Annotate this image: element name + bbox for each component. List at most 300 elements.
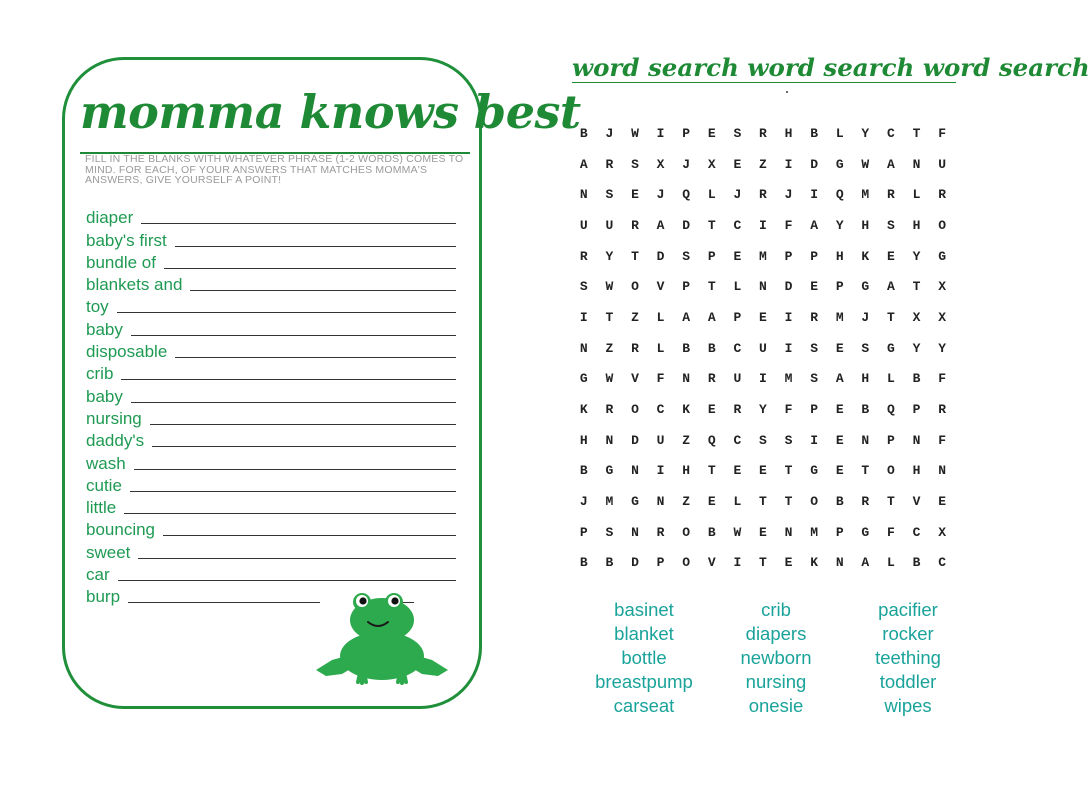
answer-blank-line[interactable] (138, 557, 456, 559)
answer-blank-line[interactable] (131, 401, 456, 403)
grid-letter[interactable]: N (861, 432, 870, 448)
grid-letter[interactable]: F (938, 371, 947, 387)
grid-letter[interactable]: E (759, 463, 767, 479)
grid-letter[interactable]: E (707, 402, 716, 418)
grid-letter[interactable]: P (835, 524, 844, 540)
word-bank-item: newborn (740, 647, 812, 668)
grid-letter[interactable]: B (579, 463, 588, 479)
grid-letter[interactable]: T (707, 217, 716, 233)
grid-letter[interactable]: N (759, 279, 767, 295)
grid-letter[interactable]: N (656, 494, 665, 510)
grid-letter[interactable]: A (656, 217, 665, 233)
grid-letter[interactable]: Y (912, 248, 921, 264)
grid-letter[interactable]: G (938, 248, 947, 264)
grid-letter[interactable]: P (784, 248, 793, 264)
grid-letter[interactable]: P (682, 279, 691, 295)
grid-letter[interactable]: C (656, 402, 665, 418)
word-bank-item: diapers (745, 623, 807, 644)
grid-letter[interactable]: R (579, 248, 588, 264)
fill-in-row (86, 429, 456, 451)
grid-letter[interactable]: T (631, 248, 639, 264)
grid-letter[interactable]: I (784, 340, 793, 356)
grid-letter[interactable]: R (759, 125, 767, 141)
grid-letter[interactable]: H (861, 217, 870, 233)
grid-letter[interactable]: L (887, 371, 895, 387)
grid-letter[interactable]: E (733, 156, 742, 172)
grid-letter[interactable]: C (733, 217, 742, 233)
grid-letter[interactable]: S (605, 524, 614, 540)
grid-letter[interactable]: E (759, 524, 767, 540)
grid-letter[interactable]: T (912, 279, 921, 295)
grid-letter[interactable]: N (631, 524, 639, 540)
grid-letter[interactable]: N (912, 156, 921, 172)
grid-letter[interactable]: S (759, 432, 767, 448)
prompt-word: sweet (86, 542, 131, 562)
grid-letter[interactable]: A (707, 309, 716, 325)
answer-blank-line[interactable] (124, 512, 456, 514)
grid-letter[interactable]: J (784, 187, 793, 203)
grid-letter[interactable]: E (835, 340, 844, 356)
grid-letter[interactable]: E (835, 432, 844, 448)
grid-letter[interactable]: T (759, 555, 767, 571)
grid-letter[interactable]: I (656, 125, 665, 141)
grid-letter[interactable]: J (605, 125, 614, 141)
grid-letter[interactable]: Y (605, 248, 614, 264)
grid-letter[interactable]: B (810, 125, 819, 141)
grid-letter[interactable]: L (912, 187, 921, 203)
grid-letter[interactable]: R (887, 187, 895, 203)
grid-letter[interactable]: C (733, 432, 742, 448)
prompt-word: bundle of (86, 252, 156, 272)
prompt-word: toy (86, 297, 109, 317)
grid-letter[interactable]: B (682, 340, 691, 356)
fill-in-row (86, 496, 456, 518)
fill-in-row (86, 540, 456, 562)
grid-letter[interactable]: I (579, 309, 588, 325)
fill-in-row (86, 384, 456, 406)
grid-letter[interactable]: K (579, 402, 588, 418)
prompt-word: daddy's (86, 431, 145, 451)
grid-letter[interactable]: E (759, 309, 767, 325)
answer-blank-line[interactable] (134, 468, 456, 470)
prompt-word: cutie (86, 475, 122, 495)
grid-letter[interactable]: J (656, 187, 665, 203)
fill-in-row (86, 474, 456, 496)
grid-letter[interactable]: D (810, 156, 819, 172)
grid-letter[interactable]: S (733, 125, 742, 141)
grid-letter[interactable]: R (861, 494, 870, 510)
grid-letter[interactable]: R (733, 402, 742, 418)
grid-letter[interactable]: L (733, 279, 742, 295)
grid-letter[interactable]: T (861, 463, 870, 479)
grid-letter[interactable]: T (887, 494, 895, 510)
grid-letter[interactable]: J (861, 309, 870, 325)
grid-letter[interactable]: S (579, 279, 588, 295)
frog-icon (312, 590, 452, 686)
grid-letter[interactable]: A (835, 371, 844, 387)
grid-letter[interactable]: M (810, 524, 819, 540)
grid-letter[interactable]: N (579, 187, 588, 203)
grid-letter[interactable]: S (810, 340, 819, 356)
grid-letter[interactable]: C (887, 125, 895, 141)
grid-letter[interactable]: R (605, 156, 614, 172)
fill-in-row (86, 251, 456, 273)
prompt-word: baby (86, 386, 123, 406)
grid-letter[interactable]: Y (938, 340, 947, 356)
grid-letter[interactable]: T (912, 125, 921, 141)
prompt-word: nursing (86, 408, 142, 428)
grid-letter[interactable]: C (912, 524, 921, 540)
grid-letter[interactable]: G (861, 279, 870, 295)
prompt-word: crib (86, 364, 114, 384)
grid-letter[interactable]: Z (682, 432, 691, 448)
grid-letter[interactable]: S (861, 340, 870, 356)
grid-letter[interactable]: C (733, 340, 742, 356)
grid-letter[interactable]: N (682, 371, 691, 387)
fill-in-row (86, 518, 456, 540)
grid-letter[interactable]: P (810, 248, 819, 264)
fill-in-list (86, 206, 456, 607)
grid-letter[interactable]: F (784, 402, 793, 418)
answer-blank-line[interactable] (121, 378, 456, 380)
grid-letter[interactable]: K (810, 555, 819, 571)
word-bank-item: nursing (745, 671, 807, 692)
grid-letter[interactable]: D (631, 555, 639, 571)
grid-letter[interactable]: O (682, 524, 691, 540)
grid-letter[interactable]: I (759, 217, 767, 233)
grid-letter[interactable]: E (810, 279, 819, 295)
grid-letter[interactable]: R (631, 340, 639, 356)
grid-letter[interactable]: U (579, 217, 588, 233)
grid-letter[interactable]: U (733, 371, 742, 387)
grid-letter[interactable]: V (656, 279, 665, 295)
word-search-grid (571, 118, 955, 578)
grid-letter[interactable]: W (605, 279, 614, 295)
fill-in-row (86, 317, 456, 339)
grid-letter[interactable]: R (707, 371, 716, 387)
grid-letter[interactable]: Q (887, 402, 895, 418)
grid-letter[interactable]: R (631, 217, 639, 233)
prompt-word: disposable (86, 342, 168, 362)
grid-letter[interactable]: M (835, 309, 844, 325)
grid-letter[interactable]: E (835, 463, 844, 479)
grid-letter[interactable]: U (938, 156, 947, 172)
decorative-dot (786, 91, 788, 93)
grid-letter[interactable]: M (784, 371, 793, 387)
grid-letter[interactable]: B (835, 494, 844, 510)
grid-letter[interactable]: M (605, 494, 614, 510)
answer-blank-line[interactable] (141, 222, 456, 224)
grid-letter[interactable]: Y (759, 402, 767, 418)
word-bank-item: onesie (748, 695, 804, 716)
grid-letter[interactable]: R (656, 524, 665, 540)
grid-letter[interactable]: O (631, 402, 639, 418)
word-bank (578, 598, 978, 718)
grid-letter[interactable]: F (938, 432, 947, 448)
grid-letter[interactable]: T (605, 309, 614, 325)
grid-letter[interactable]: R (759, 187, 767, 203)
grid-letter[interactable]: N (605, 432, 614, 448)
grid-letter[interactable]: B (707, 340, 716, 356)
grid-letter[interactable]: B (861, 402, 870, 418)
grid-letter[interactable]: X (707, 156, 716, 172)
grid-letter[interactable]: N (579, 340, 588, 356)
fill-in-row (86, 206, 456, 228)
grid-letter[interactable]: Y (861, 125, 870, 141)
grid-letter[interactable]: Q (835, 187, 844, 203)
grid-letter[interactable]: T (784, 494, 793, 510)
grid-letter[interactable]: P (733, 309, 742, 325)
answer-blank-line[interactable] (130, 490, 456, 492)
grid-letter[interactable]: O (631, 279, 639, 295)
prompt-word: blankets and (86, 275, 183, 295)
grid-letter[interactable]: S (810, 371, 819, 387)
grid-letter[interactable]: N (784, 524, 793, 540)
word-bank-item: blanket (614, 623, 674, 644)
grid-letter[interactable]: B (579, 555, 588, 571)
word-bank-item: teething (875, 647, 941, 668)
grid-letter[interactable]: L (887, 555, 895, 571)
grid-letter[interactable]: H (912, 217, 921, 233)
grid-letter[interactable]: E (733, 463, 742, 479)
grid-letter[interactable]: J (733, 187, 742, 203)
grid-letter[interactable]: S (887, 217, 895, 233)
grid-letter[interactable]: H (682, 463, 691, 479)
grid-letter[interactable]: P (656, 555, 665, 571)
grid-letter[interactable]: E (707, 125, 716, 141)
instructions-text: FILL IN THE BLANKS WITH WHATEVER PHRASE (1-2 WORDS) COMES TO MIND. FOR EACH, OF YOUR ANSWERS THAT MATCHES MOMMA'S ANSWERS, GIVE YOURSELF A POINT! (85, 153, 464, 186)
grid-letter[interactable]: F (784, 217, 793, 233)
grid-letter[interactable]: L (835, 125, 844, 141)
fill-in-row (86, 451, 456, 473)
answer-blank-line[interactable] (175, 245, 456, 247)
grid-letter[interactable]: V (912, 494, 921, 510)
grid-letter[interactable]: H (835, 248, 844, 264)
grid-letter[interactable]: M (861, 187, 870, 203)
grid-letter[interactable]: R (938, 402, 947, 418)
grid-letter[interactable]: O (682, 555, 691, 571)
grid-letter[interactable]: N (835, 555, 844, 571)
grid-letter[interactable]: S (631, 156, 639, 172)
grid-letter[interactable]: H (784, 125, 793, 141)
grid-letter[interactable]: V (631, 371, 639, 387)
grid-letter[interactable]: A (682, 309, 691, 325)
grid-letter[interactable]: P (707, 248, 716, 264)
grid-letter[interactable]: J (579, 494, 588, 510)
grid-letter[interactable]: G (579, 371, 588, 387)
grid-letter[interactable]: S (784, 432, 793, 448)
grid-letter[interactable]: D (631, 432, 639, 448)
grid-letter[interactable]: E (707, 494, 716, 510)
grid-letter[interactable]: O (938, 217, 947, 233)
grid-letter[interactable]: X (938, 524, 947, 540)
grid-letter[interactable]: W (861, 156, 870, 172)
grid-letter[interactable]: P (835, 279, 844, 295)
answer-blank-line[interactable] (117, 311, 456, 313)
grid-letter[interactable]: T (784, 463, 793, 479)
grid-letter[interactable]: M (759, 248, 767, 264)
grid-letter[interactable]: W (733, 524, 742, 540)
grid-letter[interactable]: Z (631, 309, 639, 325)
grid-letter[interactable]: T (707, 463, 716, 479)
grid-letter[interactable]: U (605, 217, 614, 233)
grid-letter[interactable]: I (784, 309, 793, 325)
word-search-title: word search word search word search (572, 53, 1090, 82)
grid-letter[interactable]: F (887, 524, 895, 540)
grid-letter[interactable]: F (656, 371, 665, 387)
grid-letter[interactable]: Z (605, 340, 614, 356)
prompt-word: bouncing (86, 520, 156, 540)
grid-letter[interactable]: R (810, 309, 819, 325)
grid-letter[interactable]: I (759, 371, 767, 387)
grid-letter[interactable]: E (938, 494, 947, 510)
grid-letter[interactable]: E (631, 187, 639, 203)
grid-letter[interactable]: T (887, 309, 895, 325)
word-bank-item: basinet (614, 599, 674, 620)
grid-letter[interactable]: S (605, 187, 614, 203)
grid-letter[interactable]: A (810, 217, 819, 233)
answer-blank-line[interactable] (164, 267, 456, 269)
answer-blank-line[interactable] (152, 445, 456, 447)
prompt-word: wash (86, 453, 126, 473)
grid-letter[interactable]: N (631, 463, 639, 479)
grid-letter[interactable]: Q (682, 187, 691, 203)
grid-letter[interactable]: I (810, 187, 819, 203)
grid-letter[interactable]: Q (707, 432, 716, 448)
grid-letter[interactable]: L (656, 340, 665, 356)
grid-letter[interactable]: B (912, 555, 921, 571)
grid-letter[interactable]: W (605, 371, 614, 387)
grid-letter[interactable]: K (682, 402, 691, 418)
grid-letter[interactable]: L (707, 187, 716, 203)
prompt-word: car (86, 565, 110, 585)
grid-letter[interactable]: R (938, 187, 947, 203)
grid-letter[interactable]: B (605, 555, 614, 571)
answer-blank-line[interactable] (163, 534, 456, 536)
answer-blank-line[interactable] (118, 579, 456, 581)
fill-in-row (86, 340, 456, 362)
grid-letter[interactable]: B (912, 371, 921, 387)
grid-letter[interactable]: X (912, 309, 921, 325)
grid-letter[interactable]: A (887, 279, 895, 295)
grid-letter[interactable]: I (733, 555, 742, 571)
grid-letter[interactable]: P (912, 402, 921, 418)
grid-letter[interactable]: T (759, 494, 767, 510)
answer-blank-line[interactable] (190, 289, 456, 291)
word-bank-item: carseat (613, 695, 675, 716)
grid-letter[interactable]: I (810, 432, 819, 448)
grid-letter[interactable]: G (861, 524, 870, 540)
grid-letter[interactable]: E (835, 402, 844, 418)
word-bank-item: bottle (621, 647, 667, 668)
grid-letter[interactable]: B (579, 125, 588, 141)
grid-letter[interactable]: C (938, 555, 947, 571)
grid-letter[interactable]: X (656, 156, 665, 172)
grid-letter[interactable]: I (656, 463, 665, 479)
grid-letter[interactable]: G (887, 340, 895, 356)
grid-letter[interactable]: P (810, 402, 819, 418)
grid-letter[interactable]: X (938, 279, 947, 295)
fill-in-row (86, 228, 456, 250)
grid-letter[interactable]: B (707, 524, 716, 540)
word-bank-item: breastpump (595, 671, 693, 692)
grid-letter[interactable]: O (887, 463, 895, 479)
word-bank-item: pacifier (878, 599, 938, 620)
grid-letter[interactable]: N (912, 432, 921, 448)
fill-in-row (86, 362, 456, 384)
grid-letter[interactable]: A (579, 156, 588, 172)
fill-in-row (86, 407, 456, 429)
grid-letter[interactable]: P (682, 125, 691, 141)
prompt-word: baby (86, 319, 123, 339)
prompt-word: burp (86, 587, 121, 607)
grid-letter[interactable]: H (861, 371, 870, 387)
grid-letter[interactable]: L (656, 309, 665, 325)
fill-in-row (86, 563, 456, 585)
grid-letter[interactable]: I (784, 156, 793, 172)
grid-letter[interactable]: P (887, 432, 895, 448)
prompt-word: little (86, 498, 117, 518)
answer-blank-line[interactable] (128, 601, 320, 603)
answer-blank-line[interactable] (150, 423, 456, 425)
grid-letter[interactable]: Z (682, 494, 691, 510)
grid-letter[interactable]: Z (759, 156, 767, 172)
grid-letter[interactable]: A (887, 156, 895, 172)
grid-letter[interactable]: W (631, 125, 639, 141)
grid-letter[interactable]: U (656, 432, 665, 448)
grid-letter[interactable]: S (682, 248, 691, 264)
grid-letter[interactable]: L (733, 494, 742, 510)
grid-letter[interactable]: K (861, 248, 870, 264)
grid-letter[interactable]: N (938, 463, 947, 479)
grid-letter[interactable]: D (682, 217, 691, 233)
grid-letter[interactable]: Y (835, 217, 844, 233)
grid-letter[interactable]: E (784, 555, 793, 571)
word-bank-item: crib (761, 599, 791, 620)
grid-letter[interactable]: D (656, 248, 665, 264)
grid-letter[interactable]: G (631, 494, 639, 510)
word-search-title-underline (572, 82, 956, 83)
grid-letter[interactable]: H (579, 432, 588, 448)
prompt-word: diaper (86, 208, 134, 228)
grid-letter[interactable]: A (861, 555, 870, 571)
grid-letter[interactable]: X (938, 309, 947, 325)
word-bank-item: toddler (879, 671, 937, 692)
grid-letter[interactable]: E (733, 248, 742, 264)
grid-letter[interactable]: F (938, 125, 947, 141)
grid-letter[interactable]: E (887, 248, 895, 264)
grid-letter[interactable]: D (784, 279, 793, 295)
answer-blank-line[interactable] (131, 334, 456, 336)
grid-letter[interactable]: T (707, 279, 716, 295)
answer-blank-line[interactable] (175, 356, 456, 358)
fill-in-row (86, 295, 456, 317)
word-bank-item: wipes (884, 695, 932, 716)
grid-letter[interactable]: V (707, 555, 716, 571)
fill-in-row (86, 273, 456, 295)
grid-letter[interactable]: G (605, 463, 614, 479)
grid-letter[interactable]: G (835, 156, 844, 172)
grid-letter[interactable]: O (810, 494, 819, 510)
grid-letter[interactable]: P (579, 524, 588, 540)
card-title: momma knows best (80, 85, 581, 139)
grid-letter[interactable]: Y (912, 340, 921, 356)
grid-letter[interactable]: J (682, 156, 691, 172)
grid-letter[interactable]: R (605, 402, 614, 418)
grid-letter[interactable]: H (912, 463, 921, 479)
grid-letter[interactable]: G (810, 463, 819, 479)
grid-letter[interactable]: U (759, 340, 767, 356)
